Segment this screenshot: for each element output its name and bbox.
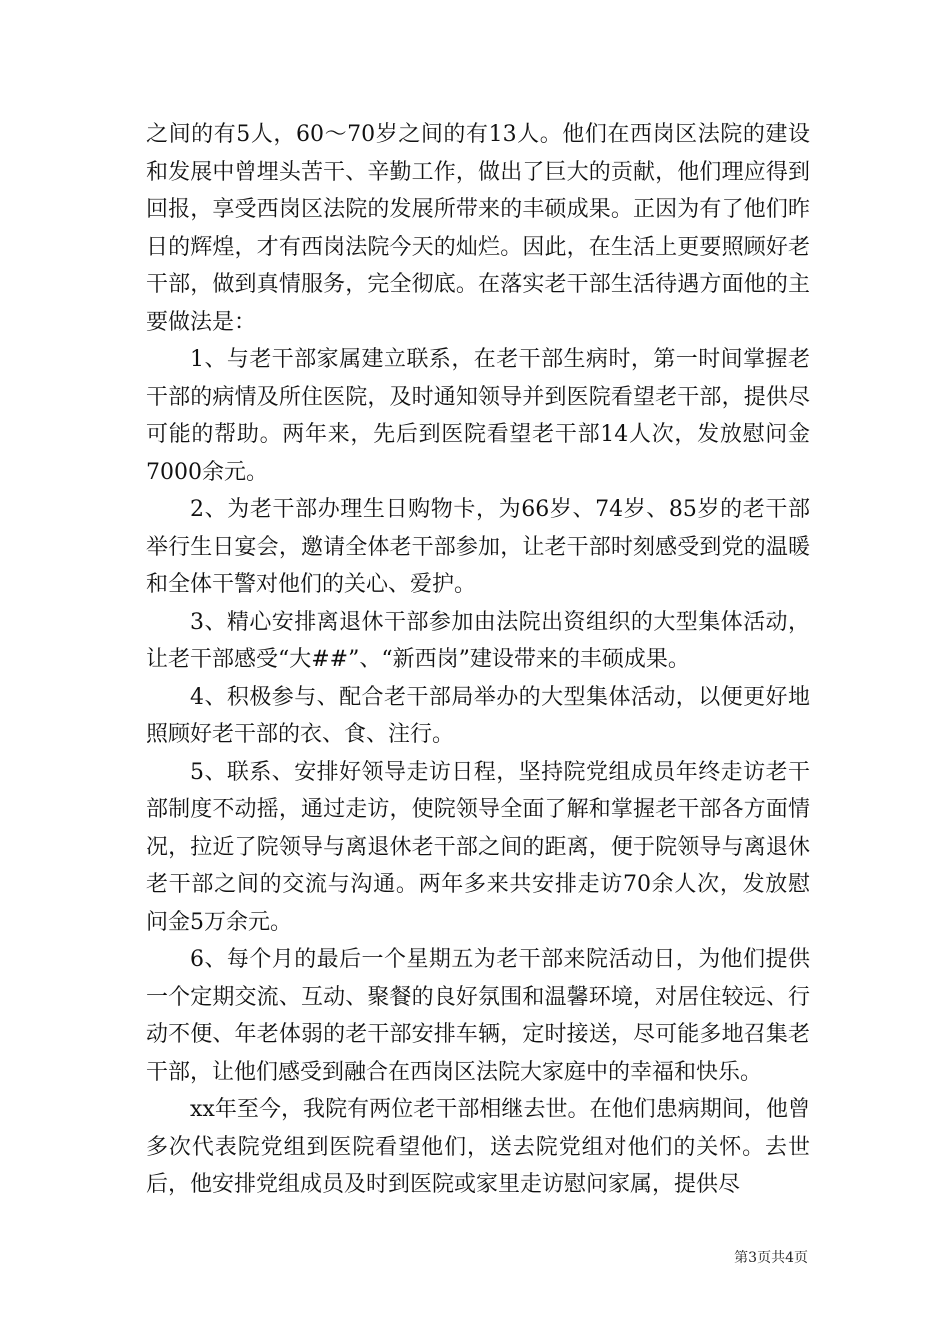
paragraph-item-4: 4、积极参与、配合老干部局举办的大型集体活动，以便更好地照顾好老干部的衣、食、注行。 <box>146 684 810 747</box>
paragraph-item-5: 5、联系、安排好领导走访日程，坚持院党组成员年终走访老干部制度不动摇，通过走访，使院领导全面了解和掌握老干部各方面情况，拉近了院领导与离退休老干部之间的距离，便于院领导与离退休老干部之间的交流与沟通。两年多来共安排走访70余人次，发放慰问金5万余元。 <box>146 759 810 935</box>
paragraph-item-6: 6、每个月的最后一个星期五为老干部来院活动日，为他们提供一个定期交流、互动、聚餐的良好氛围和温馨环境，对居住较远、行动不便、年老体弱的老干部安排车辆，定时接送，尽可能多地召集老干部，让他们感受到融合在西岗区法院大家庭中的幸福和快乐。 <box>146 947 810 1085</box>
paragraph-item-3: 3、精心安排离退休干部参加由法院出资组织的大型集体活动，让老干部感受“大##”、“新西岗”建设带来的丰硕成果。 <box>146 609 810 672</box>
page-number-footer: 第3页共4页 <box>734 1250 808 1266</box>
paragraph-item-2: 2、为老干部办理生日购物卡，为66岁、74岁、85岁的老干部举行生日宴会，邀请全体老干部参加，让老干部时刻感受到党的温暖和全体干警对他们的关心、爱护。 <box>146 497 810 597</box>
document-body <box>146 116 810 1204</box>
paragraph-closing: xx年至今，我院有两位老干部相继去世。在他们患病期间，他曾多次代表院党组到医院看望他们，送去院党组对他们的关怀。去世后，他安排党组成员及时到医院或家里走访慰问家属，提供尽 <box>146 1097 810 1197</box>
paragraph-item-1: 1、与老干部家属建立联系，在老干部生病时，第一时间掌握老干部的病情及所住医院，及时通知领导并到医院看望老干部，提供尽可能的帮助。两年来，先后到医院看望老干部14人次，发放慰问金7000余元。 <box>146 347 810 485</box>
paragraph-continuation: 之间的有5人，60～70岁之间的有13人。他们在西岗区法院的建设和发展中曾埋头苦干、辛勤工作，做出了巨大的贡献，他们理应得到回报，享受西岗区法院的发展所带来的丰硕成果。正因为有了他们昨日的辉煌，才有西岗法院今天的灿烂。因此，在生活上更要照顾好老干部，做到真情服务，完全彻底。在落实老干部生活待遇方面他的主要做法是： <box>146 122 810 335</box>
